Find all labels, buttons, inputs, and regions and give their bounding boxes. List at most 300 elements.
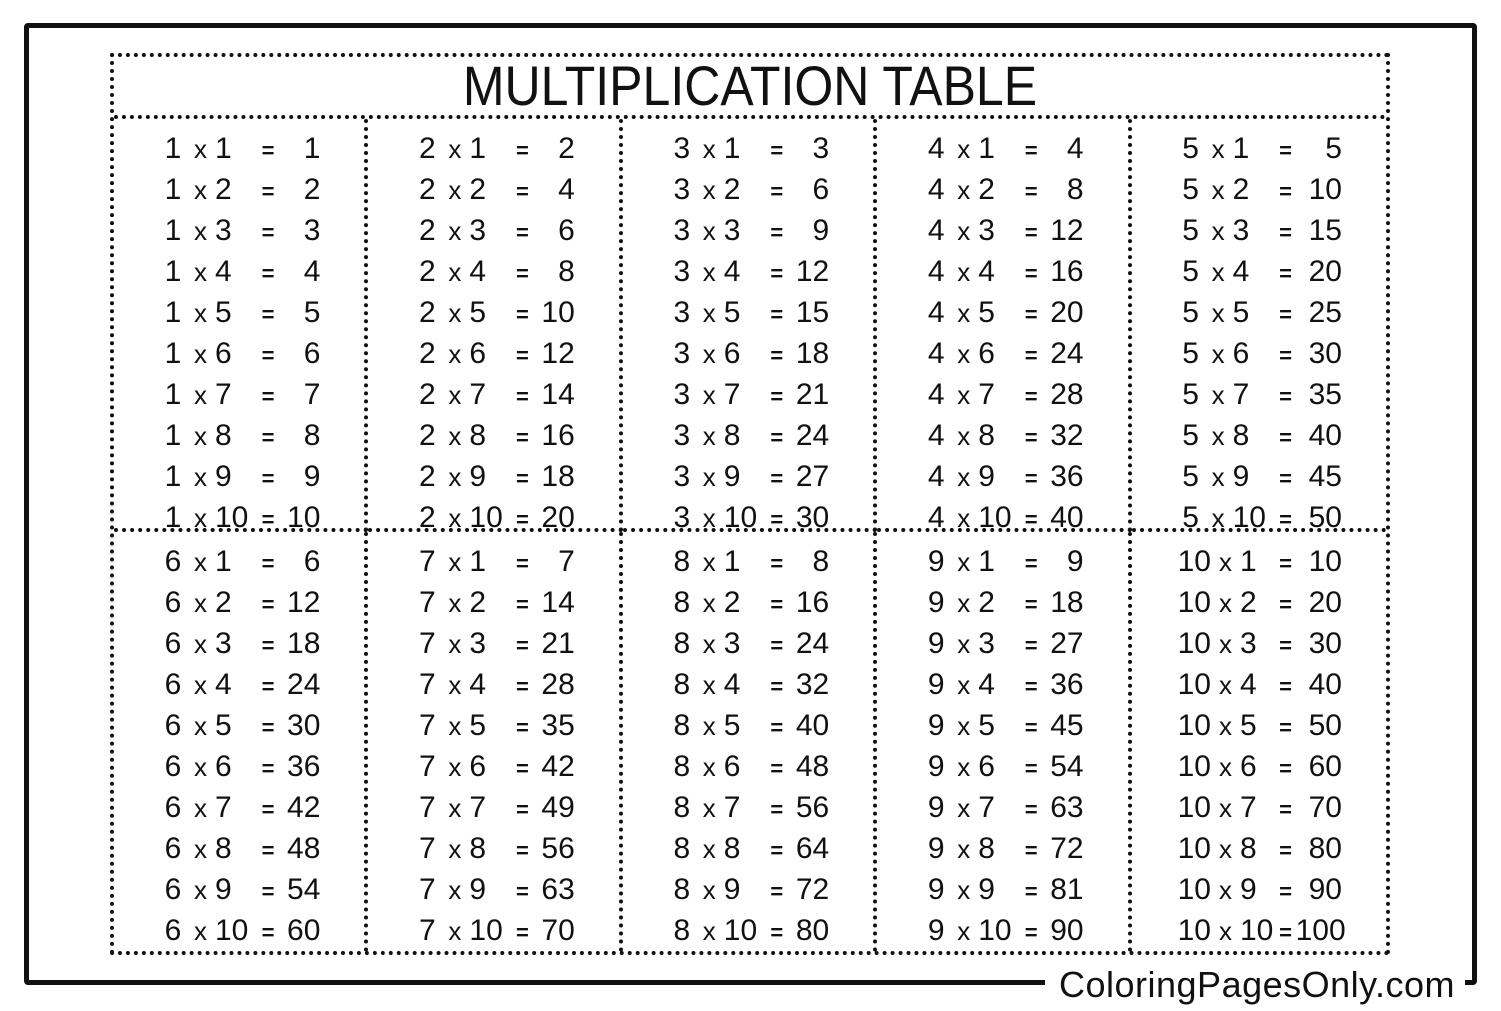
times-symbol: x (702, 216, 716, 246)
multiplier: 10 (978, 501, 1012, 532)
multiplier: 9 (978, 873, 995, 906)
multiplier: 7 (723, 378, 741, 411)
expression (414, 706, 512, 746)
expression (414, 747, 512, 787)
multiplier: 2 (469, 173, 487, 206)
expression (1178, 375, 1276, 415)
equals-symbol: = (515, 425, 529, 450)
multiplicand: 4 (927, 173, 945, 206)
multiplier: 1 (723, 132, 741, 165)
multiplier: 8 (978, 832, 995, 865)
expression (1178, 542, 1276, 582)
expression (160, 334, 258, 374)
equation-row (923, 788, 1083, 829)
equals-symbol: = (1024, 592, 1038, 617)
times-symbol: x (957, 588, 971, 618)
multiplier: 5 (215, 709, 232, 742)
expression (414, 665, 512, 705)
product: 40 (1308, 668, 1342, 701)
equation-row (923, 457, 1083, 498)
times-symbol: x (702, 793, 716, 823)
equals-symbol: = (1024, 507, 1038, 532)
product: 18 (287, 627, 321, 660)
product: 14 (541, 586, 575, 619)
equals-symbol: = (515, 302, 529, 327)
equals-symbol: = (261, 756, 275, 781)
equals-symbol: = (261, 384, 275, 409)
expression (669, 170, 767, 210)
multiplier: 6 (215, 337, 232, 370)
multiplier: 6 (723, 750, 741, 783)
expression (414, 911, 512, 951)
expression (1178, 129, 1276, 169)
product: 24 (795, 627, 830, 660)
product: 12 (795, 255, 830, 288)
multiplicand: 10 (1177, 750, 1211, 783)
equals-symbol: = (770, 384, 784, 409)
expression (160, 911, 258, 951)
product: 36 (1050, 460, 1084, 493)
times-symbol: x (194, 752, 207, 782)
equals-symbol: = (1024, 179, 1038, 204)
equals-symbol: = (1279, 674, 1293, 699)
expression (923, 788, 1021, 828)
expression (160, 498, 258, 532)
multiplicand: 3 (673, 296, 691, 329)
times-symbol: x (957, 834, 971, 864)
product: 90 (1050, 914, 1084, 947)
equation-row (414, 129, 574, 170)
product: 27 (795, 460, 830, 493)
multiplier: 4 (215, 255, 232, 288)
multiplicand: 7 (419, 914, 436, 947)
product: 6 (812, 173, 830, 206)
equation-row (923, 665, 1083, 706)
expression (414, 375, 512, 415)
multiplier: 3 (723, 214, 741, 247)
equation-row (923, 911, 1083, 952)
expression (414, 170, 512, 210)
product: 27 (1050, 627, 1084, 660)
multiplicand: 4 (927, 296, 945, 329)
multiplicand: 3 (673, 501, 691, 532)
product: 1 (303, 132, 321, 165)
times-symbol: x (702, 670, 716, 700)
equals-symbol: = (770, 756, 784, 781)
equals-symbol: = (261, 920, 275, 945)
times-symbol: x (194, 793, 207, 823)
equals-symbol: = (261, 633, 275, 658)
multiplicand: 4 (927, 132, 945, 165)
times-symbol: x (957, 711, 971, 741)
expression (923, 911, 1021, 951)
times-symbol: x (448, 670, 462, 700)
equals-symbol: = (261, 838, 275, 863)
multiplicand: 3 (673, 255, 691, 288)
equals-symbol: = (515, 633, 529, 658)
worksheet-frame (110, 53, 1390, 955)
multiplier: 4 (723, 668, 741, 701)
multiplicand: 9 (927, 750, 945, 783)
expression (1178, 911, 1276, 951)
equals-symbol: = (515, 220, 529, 245)
multiplicand: 10 (1177, 709, 1211, 742)
equals-symbol: = (770, 138, 784, 163)
expression (1178, 293, 1276, 333)
expression (923, 211, 1021, 251)
equals-symbol: = (1279, 879, 1293, 904)
multiplicand: 5 (1182, 173, 1199, 206)
times-symbol: x (1211, 175, 1225, 205)
multiplier: 10 (469, 914, 503, 947)
product: 21 (541, 627, 575, 660)
times-symbol: x (194, 547, 207, 577)
product: 4 (558, 173, 575, 206)
product: 9 (1066, 545, 1084, 578)
expression (669, 542, 767, 582)
multiplier: 2 (469, 586, 487, 619)
times-symbol: x (194, 711, 207, 741)
multiplier: 5 (1239, 709, 1257, 742)
times-symbol: x (702, 752, 716, 782)
product: 70 (541, 914, 575, 947)
multiplicand: 4 (927, 255, 945, 288)
equals-symbol: = (261, 425, 275, 450)
equals-symbol: = (1024, 797, 1038, 822)
expression (669, 870, 767, 910)
multiplicand: 6 (164, 668, 182, 701)
product: 4 (303, 255, 321, 288)
equation-row (414, 665, 574, 706)
expression (923, 829, 1021, 869)
multiplier: 1 (469, 545, 487, 578)
times-symbol: x (1211, 134, 1225, 164)
equation-row (160, 870, 320, 911)
equals-symbol: = (770, 343, 784, 368)
expression (923, 870, 1021, 910)
multiplier: 9 (1239, 873, 1257, 906)
product: 72 (1050, 832, 1084, 865)
multiplicand: 1 (164, 214, 182, 247)
multiplier: 8 (469, 419, 487, 452)
multiplier: 1 (1232, 132, 1250, 165)
equals-symbol: = (515, 261, 529, 286)
times-symbol: x (957, 629, 971, 659)
multiplicand: 9 (927, 668, 945, 701)
expression (669, 706, 767, 746)
expression (414, 293, 512, 333)
equation-row (1178, 665, 1342, 706)
equals-symbol: = (770, 261, 784, 286)
multiplicand: 10 (1177, 627, 1211, 660)
multiplier: 7 (469, 378, 487, 411)
times-symbol: x (957, 380, 971, 410)
multiplicand: 1 (164, 337, 182, 370)
multiplier: 9 (469, 460, 487, 493)
multiplicand: 2 (419, 460, 436, 493)
product: 2 (558, 132, 575, 165)
product: 50 (1308, 709, 1342, 742)
multiplier: 10 (469, 501, 503, 532)
equation-row (160, 170, 320, 211)
expression (160, 211, 258, 251)
expression (669, 624, 767, 664)
expression (414, 788, 512, 828)
expression (923, 170, 1021, 210)
equation-row (414, 583, 574, 624)
equation-row (160, 375, 320, 416)
expression (1178, 211, 1276, 251)
equation-row (414, 747, 574, 788)
multiplicand: 7 (419, 750, 436, 783)
equation-row (414, 334, 574, 375)
equals-symbol: = (515, 879, 529, 904)
equation-row (1178, 416, 1342, 457)
expression (160, 583, 258, 623)
multiplicand: 8 (673, 914, 691, 947)
multiplier: 3 (978, 214, 995, 247)
product: 70 (1308, 791, 1342, 824)
equals-symbol: = (1279, 466, 1293, 491)
equals-symbol: = (1279, 220, 1293, 245)
times-symbol: x (1218, 629, 1232, 659)
times-symbol: x (1211, 503, 1225, 532)
product: 30 (1308, 337, 1342, 370)
multiplicand: 5 (1182, 255, 1199, 288)
multiplier: 8 (469, 832, 487, 865)
multiplicand: 7 (419, 627, 436, 660)
multiplier: 6 (978, 337, 995, 370)
equation-row (414, 416, 574, 457)
equals-symbol: = (261, 797, 275, 822)
expression (160, 665, 258, 705)
expression (923, 747, 1021, 787)
times-symbol: x (1211, 298, 1225, 328)
product: 9 (303, 460, 321, 493)
product: 18 (795, 337, 830, 370)
multiplicand: 8 (673, 750, 691, 783)
equation-row (414, 624, 574, 665)
expression (923, 706, 1021, 746)
multiplier: 9 (215, 873, 232, 906)
times-symbol: x (448, 875, 462, 905)
expression (1178, 665, 1276, 705)
multiplicand: 5 (1182, 214, 1199, 247)
equation-row (160, 498, 320, 532)
equals-symbol: = (1279, 920, 1293, 945)
product: 40 (795, 709, 830, 742)
equation-row (669, 870, 829, 911)
expression (1178, 498, 1276, 532)
expression (414, 870, 512, 910)
multiplicand: 1 (164, 378, 182, 411)
multiplicand: 1 (164, 132, 182, 165)
times-symbol: x (194, 670, 207, 700)
multiplier: 6 (723, 337, 741, 370)
multiplier: 5 (723, 296, 741, 329)
multiplicand: 4 (927, 501, 945, 532)
equation-row (1178, 583, 1342, 624)
equation-row (669, 788, 829, 829)
equation-row (1178, 870, 1342, 911)
product: 48 (795, 750, 830, 783)
product: 10 (287, 501, 321, 532)
equals-symbol: = (515, 674, 529, 699)
product: 45 (1308, 460, 1342, 493)
equals-symbol: = (1279, 715, 1293, 740)
product: 30 (1308, 627, 1342, 660)
multiplier: 3 (1232, 214, 1250, 247)
product: 63 (541, 873, 575, 906)
product: 8 (812, 545, 830, 578)
times-symbol: x (957, 257, 971, 287)
times-symbol: x (194, 380, 207, 410)
expression (160, 252, 258, 292)
times-symbol: x (957, 462, 971, 492)
multiplicand: 9 (927, 914, 945, 947)
product: 12 (541, 337, 575, 370)
product: 28 (541, 668, 575, 701)
equals-symbol: = (1024, 920, 1038, 945)
equation-row (160, 252, 320, 293)
multiplier: 5 (1232, 296, 1250, 329)
times-symbol: x (702, 380, 716, 410)
equation-row (1178, 706, 1342, 747)
multiplicand: 2 (419, 378, 436, 411)
table-cell-3x (623, 119, 877, 532)
expression (160, 624, 258, 664)
expression (160, 170, 258, 210)
equals-symbol: = (515, 592, 529, 617)
equation-row (160, 211, 320, 252)
product: 35 (1308, 378, 1342, 411)
expression (923, 457, 1021, 497)
equation-row (160, 624, 320, 665)
product: 42 (287, 791, 321, 824)
multiplicand: 9 (927, 545, 945, 578)
product: 49 (541, 791, 575, 824)
product: 81 (1050, 873, 1084, 906)
multiplicand: 2 (419, 337, 436, 370)
expression (1178, 870, 1276, 910)
product: 8 (558, 255, 575, 288)
multiplicand: 9 (927, 832, 945, 865)
multiplicand: 6 (164, 832, 182, 865)
product: 24 (287, 668, 321, 701)
multiplier: 6 (978, 750, 995, 783)
times-symbol: x (1218, 752, 1232, 782)
equation-row (1178, 829, 1342, 870)
times-symbol: x (702, 875, 716, 905)
multiplier: 3 (978, 627, 995, 660)
times-symbol: x (957, 752, 971, 782)
equation-row (669, 457, 829, 498)
product: 100 (1295, 914, 1346, 947)
expression (1178, 170, 1276, 210)
product: 3 (812, 132, 830, 165)
equals-symbol: = (770, 715, 784, 740)
equation-row (160, 911, 320, 952)
expression (669, 747, 767, 787)
multiplier: 1 (978, 132, 995, 165)
times-symbol: x (957, 503, 971, 532)
expression (1178, 416, 1276, 456)
equation-row (923, 747, 1083, 788)
multiplicand: 1 (164, 419, 182, 452)
times-symbol: x (194, 339, 207, 369)
equals-symbol: = (1279, 384, 1293, 409)
multiplicand: 5 (1182, 501, 1199, 532)
multiplicand: 9 (927, 873, 945, 906)
multiplicand: 6 (164, 914, 182, 947)
product: 7 (558, 545, 575, 578)
product: 5 (1325, 132, 1342, 165)
product: 16 (541, 419, 575, 452)
times-symbol: x (957, 175, 971, 205)
multiplicand: 10 (1177, 586, 1211, 619)
equals-symbol: = (1024, 138, 1038, 163)
product: 8 (303, 419, 321, 452)
expression (160, 829, 258, 869)
multiplier: 9 (723, 873, 741, 906)
equals-symbol: = (515, 384, 529, 409)
times-symbol: x (448, 380, 462, 410)
times-symbol: x (957, 793, 971, 823)
expression (1178, 747, 1276, 787)
product: 7 (303, 378, 321, 411)
title-band (114, 54, 1386, 119)
equals-symbol: = (1279, 633, 1293, 658)
product: 20 (1050, 296, 1084, 329)
equals-symbol: = (261, 551, 275, 576)
multiplier: 10 (215, 914, 249, 947)
equals-symbol: = (261, 879, 275, 904)
multiplier: 2 (215, 173, 232, 206)
multiplier: 7 (469, 791, 487, 824)
expression (923, 129, 1021, 169)
times-symbol: x (448, 916, 462, 946)
equals-symbol: = (261, 138, 275, 163)
times-symbol: x (702, 462, 716, 492)
times-symbol: x (957, 916, 971, 946)
multiplier: 9 (215, 460, 232, 493)
multiplier: 7 (215, 791, 232, 824)
multiplier: 9 (978, 460, 995, 493)
expression (669, 416, 767, 456)
multiplier: 6 (1232, 337, 1250, 370)
equation-row (414, 911, 574, 952)
equation-row (160, 542, 320, 583)
product: 20 (1308, 255, 1342, 288)
multiplicand: 9 (927, 791, 945, 824)
equation-row (923, 170, 1083, 211)
equation-row (923, 706, 1083, 747)
product: 80 (795, 914, 830, 947)
equation-row (414, 788, 574, 829)
equals-symbol: = (515, 507, 529, 532)
product: 15 (795, 296, 830, 329)
multiplicand: 5 (1182, 419, 1199, 452)
table-cell-10x (1132, 532, 1386, 952)
multiplicand: 10 (1177, 914, 1211, 947)
equation-row (669, 747, 829, 788)
page-title: MULTIPLICATION TABLE (462, 54, 1038, 118)
multiplier: 1 (723, 545, 741, 578)
expression (414, 829, 512, 869)
equation-row (1178, 624, 1342, 665)
multiplier: 9 (469, 873, 487, 906)
times-symbol: x (448, 793, 462, 823)
